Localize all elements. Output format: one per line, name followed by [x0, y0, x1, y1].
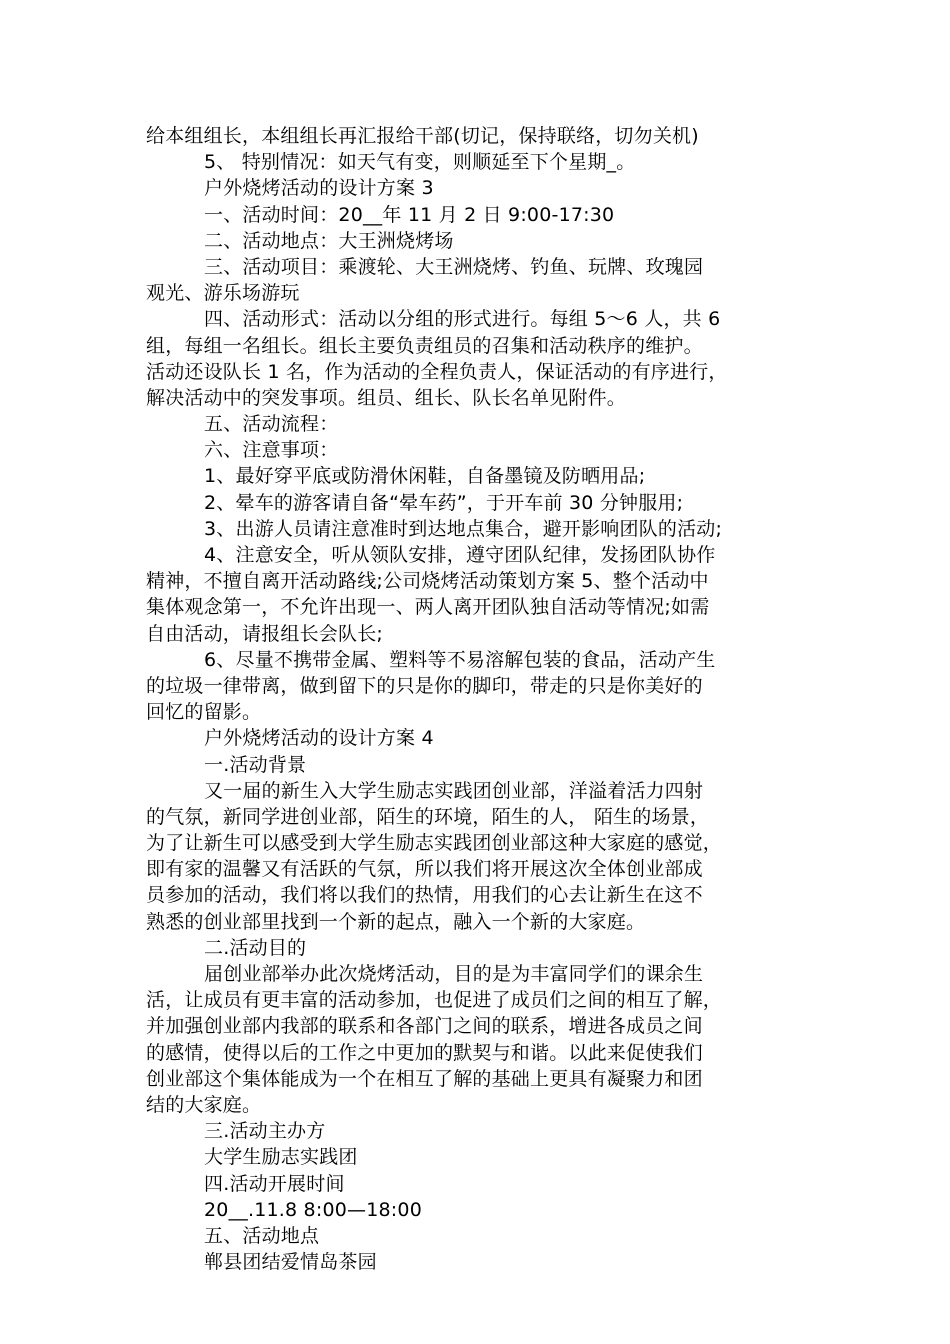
text-line: 回忆的留影。: [146, 701, 262, 724]
text-line: 的垃圾一律带离，做到留下的只是你的脚印，带走的只是你美好的: [146, 674, 703, 697]
text-line: 3、出游人员请注意准时到达地点集合，避开影响团队的活动;: [204, 517, 723, 540]
text-line: 熟悉的创业部里找到一个新的起点，融入一个新的大家庭。: [146, 910, 646, 933]
text-line: 组，每组一名组长。组长主要负责组员的召集和活动秩序的维护。: [146, 334, 703, 357]
text-line: 解决活动中的突发事项。组员、组长、队长名单见附件。: [146, 386, 627, 409]
text-line: 集体观念第一，不允许出现一、两人离开团队独自活动等情况;如需: [146, 596, 710, 619]
text-line: 三、活动项目：乘渡轮、大王洲烧烤、钓鱼、玩牌、玫瑰园: [204, 255, 704, 278]
text-line: 2、晕车的游客请自备“晕车药”，于开车前 30 分钟服用;: [204, 491, 684, 514]
text-line: 即有家的温馨又有活跃的气氛，所以我们将开展这次全体创业部成: [146, 858, 703, 881]
text-line: 的气氛，新同学进创业部，陌生的环境，陌生的人， 陌生的场景，: [146, 805, 710, 828]
text-line: 五、活动流程：: [204, 413, 339, 436]
text-line: 四.活动开展时间: [204, 1172, 345, 1195]
text-line: 自由活动，请报组长会队长;: [146, 622, 384, 645]
text-line: 4、注意安全，听从领队安排，遵守团队纪律，发扬团队协作: [204, 544, 716, 566]
text-line: 户外烧烤活动的设计方案 3: [204, 177, 434, 200]
text-line: 三.活动主办方: [204, 1120, 326, 1143]
text-line: 20__.11.8 8:00—18:00: [204, 1198, 422, 1221]
text-line: 届创业部举办此次烧烤活动，目的是为丰富同学们的课余生: [204, 963, 704, 985]
text-line: 一、活动时间：20__年 11 月 2 日 9:00-17:30: [204, 203, 615, 226]
text-line: 的感情，使得以后的工作之中更加的默契与和谐。以此来促使我们: [146, 1041, 703, 1064]
text-line: 郸县团结爱情岛茶园: [204, 1251, 377, 1274]
text-line: 户外烧烤活动的设计方案 4: [204, 727, 434, 750]
text-line: 活，让成员有更丰富的活动参加，也促进了成员们之间的相互了解，: [146, 989, 723, 1012]
text-line: 5、 特别情况：如天气有变，则顺延至下个星期_。: [204, 151, 636, 174]
text-line: 精神，不擅自离开活动路线;公司烧烤活动策划方案 5、整个活动中: [146, 570, 709, 593]
text-line: 大学生励志实践团: [204, 1146, 358, 1169]
text-line: 1、最好穿平底或防滑休闲鞋，自备墨镜及防晒用品;: [204, 465, 646, 488]
text-line: 活动还设队长 1 名，作为活动的全程负责人，保证活动的有序进行，: [146, 360, 728, 383]
document-body: [146, 123, 810, 1275]
text-line: 给本组组长，本组组长再汇报给干部(切记，保持联络，切勿关机): [146, 125, 699, 147]
text-line: 二、活动地点：大王洲烧烤场: [204, 229, 454, 252]
text-line: 6、尽量不携带金属、塑料等不易溶解包装的食品，活动产生: [204, 648, 716, 671]
text-line: 结的大家庭。: [146, 1093, 262, 1116]
text-line: 六、注意事项：: [204, 439, 339, 462]
text-line: 创业部这个集体能成为一个在相互了解的基础上更具有凝聚力和团: [146, 1067, 703, 1090]
text-line: 员参加的活动，我们将以我们的热情，用我们的心去让新生在这不: [146, 884, 703, 907]
text-line: 观光、游乐场游玩: [146, 282, 300, 305]
text-line: 二.活动目的: [204, 936, 307, 959]
text-line: 并加强创业部内我部的联系和各部门之间的联系，增进各成员之间: [146, 1015, 703, 1038]
text-line: 五、活动地点: [204, 1224, 320, 1247]
text-line: 又一届的新生入大学生励志实践团创业部，洋溢着活力四射: [204, 779, 704, 802]
text-line: 四、活动形式：活动以分组的形式进行。每组 5～6 人，共 6: [204, 308, 721, 331]
text-line: 一.活动背景: [204, 753, 307, 776]
text-line: 为了让新生可以感受到大学生励志实践团创业部这种大家庭的感觉，: [146, 832, 723, 855]
